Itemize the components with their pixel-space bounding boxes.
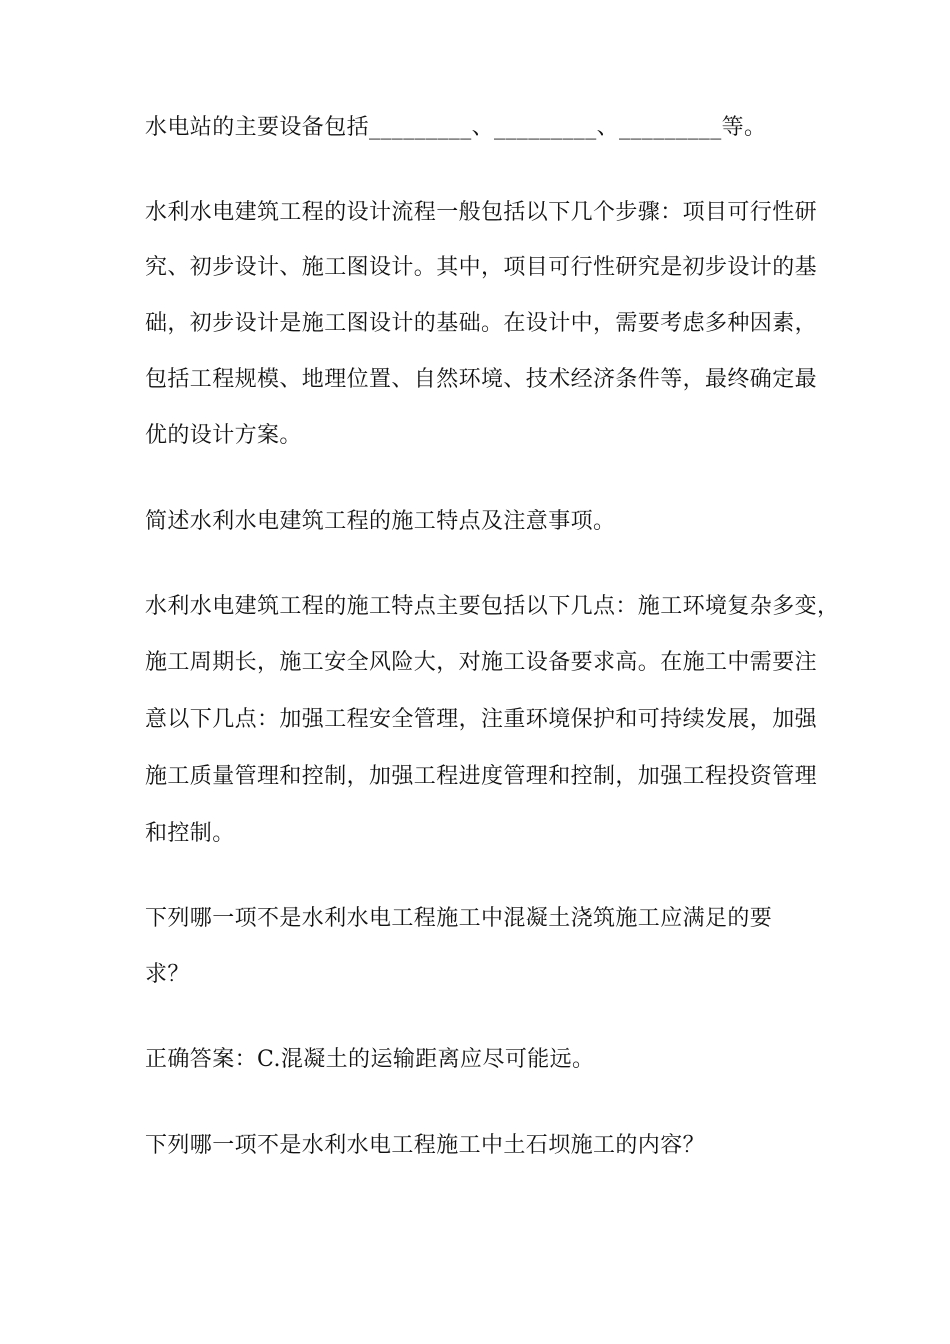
construction-features-line-3: 意以下几点：加强工程安全管理，注重环境保护和可持续发展，加强: [145, 707, 818, 732]
design-process-line-1: 水利水电建筑工程的设计流程一般包括以下几个步骤：项目可行性研: [145, 200, 818, 225]
construction-features-question-line: 简述水利水电建筑工程的施工特点及注意事项。: [145, 509, 616, 534]
design-process-line-5: 优的设计方案。: [145, 423, 302, 448]
design-process-line-3: 础，初步设计是施工图设计的基础。在设计中，需要考虑多种因素，: [145, 311, 818, 336]
design-process-line-4: 包括工程规模、地理位置、自然环境、技术经济条件等，最终确定最: [145, 367, 818, 392]
construction-features-line-1: 水利水电建筑工程的施工特点主要包括以下几点：施工环境复杂多变，: [145, 594, 840, 619]
concrete-question-line-1: 下列哪一项不是水利水电工程施工中混凝土浇筑施工应满足的要: [145, 906, 773, 931]
earth-rock-dam-question-line: 下列哪一项不是水利水电工程施工中土石坝施工的内容？: [145, 1133, 706, 1158]
construction-features-line-4: 施工质量管理和控制，加强工程进度管理和控制，加强工程投资管理: [145, 764, 818, 789]
construction-features-line-2: 施工周期长，施工安全风险大，对施工设备要求高。在施工中需要注: [145, 650, 818, 675]
fill-in-question-line: 水电站的主要设备包括_________、_________、_________等。: [145, 115, 767, 140]
concrete-answer-line: 正确答案：C.混凝土的运输距离应尽可能远。: [145, 1047, 595, 1072]
construction-features-line-5: 和控制。: [145, 821, 235, 846]
concrete-question-line-2: 求？: [145, 962, 190, 987]
design-process-line-2: 究、初步设计、施工图设计。其中，项目可行性研究是初步设计的基: [145, 255, 818, 280]
